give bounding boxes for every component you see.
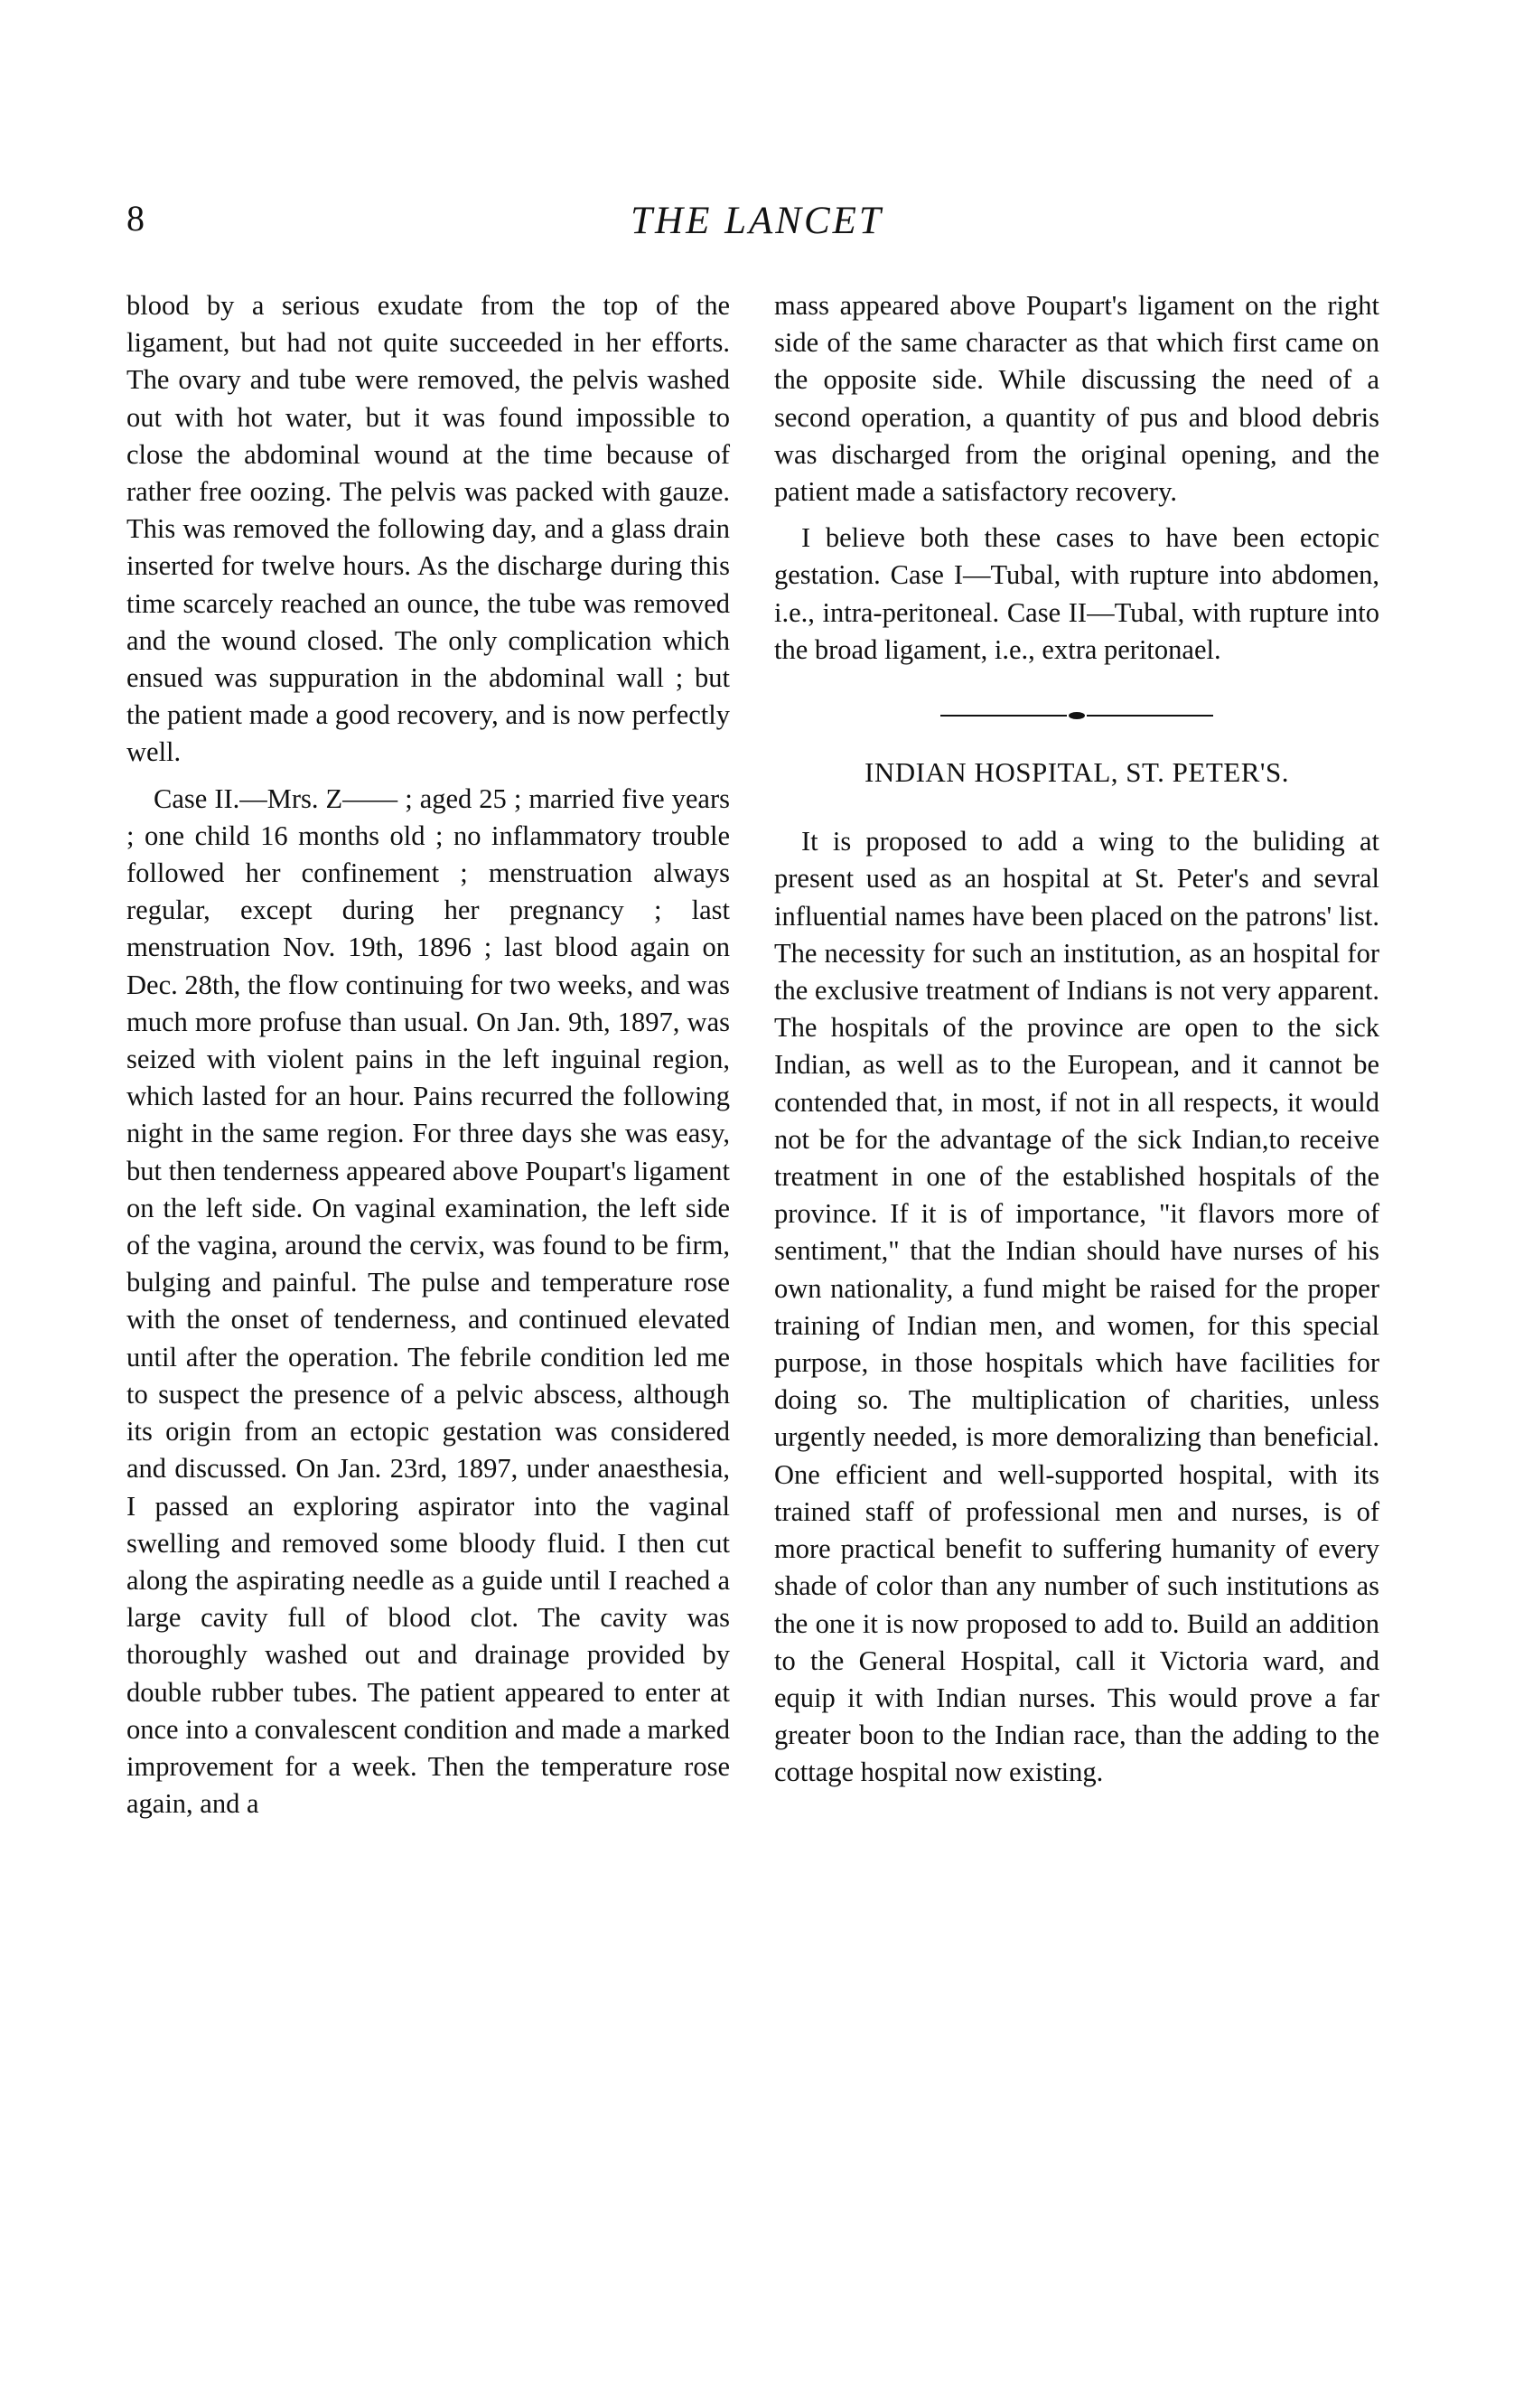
section-heading: INDIAN HOSPITAL, ST. PETER'S.: [864, 756, 1289, 789]
paragraph-conclusion: I believe both these cases to have been ectopic gestation. Case I—Tubal, with rupture into abdomen, i.e., intra-peritoneal. Case II—Tubal, with rupture into the broad ligament, i.e., extra peritonael.: [774, 522, 1379, 665]
right-column: [774, 287, 1379, 1792]
separator-ornament: [1069, 712, 1085, 719]
page-number: 8: [126, 198, 145, 239]
paragraph-case-2-continued: mass appeared above Poupart's ligament on the right side of the same character as that which first came on the opposite side. While discussing the need of a second operation, a quantity of pus and blood debris was discharged from the original opening, and the patient made a satisfactory recovery.: [774, 290, 1379, 508]
left-column: [126, 287, 730, 1822]
paragraph-case-1-continued: blood by a serious exudate from the top of the ligament, but had not quite succeeded in her efforts. The ovary and tube were removed, the pelvis washed out with hot water, but it was found impossible to close the abdominal wound at the time because of rather free oozing. The pelvis was packed with gauze. This was removed the following day, and a glass drain inserted for twelve hours. As the discharge during this time scarcely reached an ounce, the tube was removed and the wound closed. The only complication which ensued was suppuration in the abdominal wall ; but the patient made a good recovery, and is now perfectly well.: [126, 290, 730, 768]
paragraph-indian-hospital: It is proposed to add a wing to the buliding at present used as an hospital at St. Peter's and sevral influential names have been placed on the patrons' list. The necessity for such an institution, as an hospital for the exclusive treatment of Indians is not very apparent. The hospitals of the province are open to the sick Indian, as well as to the European, and it cannot be contended that, in most, if not in all respects, it would not be for the advantage of the sick Indian,to receive treatment in one of the established hospitals of the province. If it is of importance, "it flavors more of sentiment," that the Indian should have nurses of his own nationality, a fund might be raised for the proper training of Indian men, and women, for this special purpose, in those hospitals which have facilities for doing so. The multiplication of charities, unless urgently needed, is more demoralizing than beneficial. One efficient and well-supported hospital, with its trained staff of professional men and nurses, is of more practical benefit to suffering humanity of every shade of color than any number of such institutions as the one it is now proposed to add to. Build an addition to the General Hospital, call it Victoria ward, and equip it with Indian nurses. This would prove a far greater boon to the Indian race, than the adding to the cottage hospital now existing.: [774, 826, 1379, 1788]
separator-line-right: [1087, 715, 1213, 717]
running-head: THE LANCET: [631, 200, 883, 242]
section-separator: [774, 708, 1379, 723]
separator-line-left: [940, 715, 1067, 717]
paragraph-case-2: Case II.—Mrs. Z—— ; aged 25 ; married five years ; one child 16 months old ; no inflammatory trouble followed her confinement ; menstruation always regular, except during her pregnancy ; last menstruation Nov. 19th, 1896 ; last blood again on Dec. 28th, the flow continuing for two weeks, and was much more profuse than usual. On Jan. 9th, 1897, was seized with violent pains in the left inguinal region, which lasted for an hour. Pains recurred the following night in the same region. For three days she was easy, but then tenderness appeared above Poupart's ligament on the left side. On vaginal examination, the left side of the vagina, around the cervix, was found to be firm, bulging and painful. The pulse and temperature rose with the onset of tenderness, and continued elevated until after the operation. The febrile condition led me to suspect the presence of a pelvic abscess, although its origin from an ectopic gestation was considered and discussed. On Jan. 23rd, 1897, under anaesthesia, I passed an exploring aspirator into the vaginal swelling and removed some bloody fluid. I then cut along the aspirating needle as a guide until I reached a large cavity full of blood clot. The cavity was thoroughly washed out and drainage provided by double rubber tubes. The patient appeared to enter at once into a convalescent condition and made a marked improvement for a week. Then the temperature rose again, and a: [126, 782, 730, 1820]
